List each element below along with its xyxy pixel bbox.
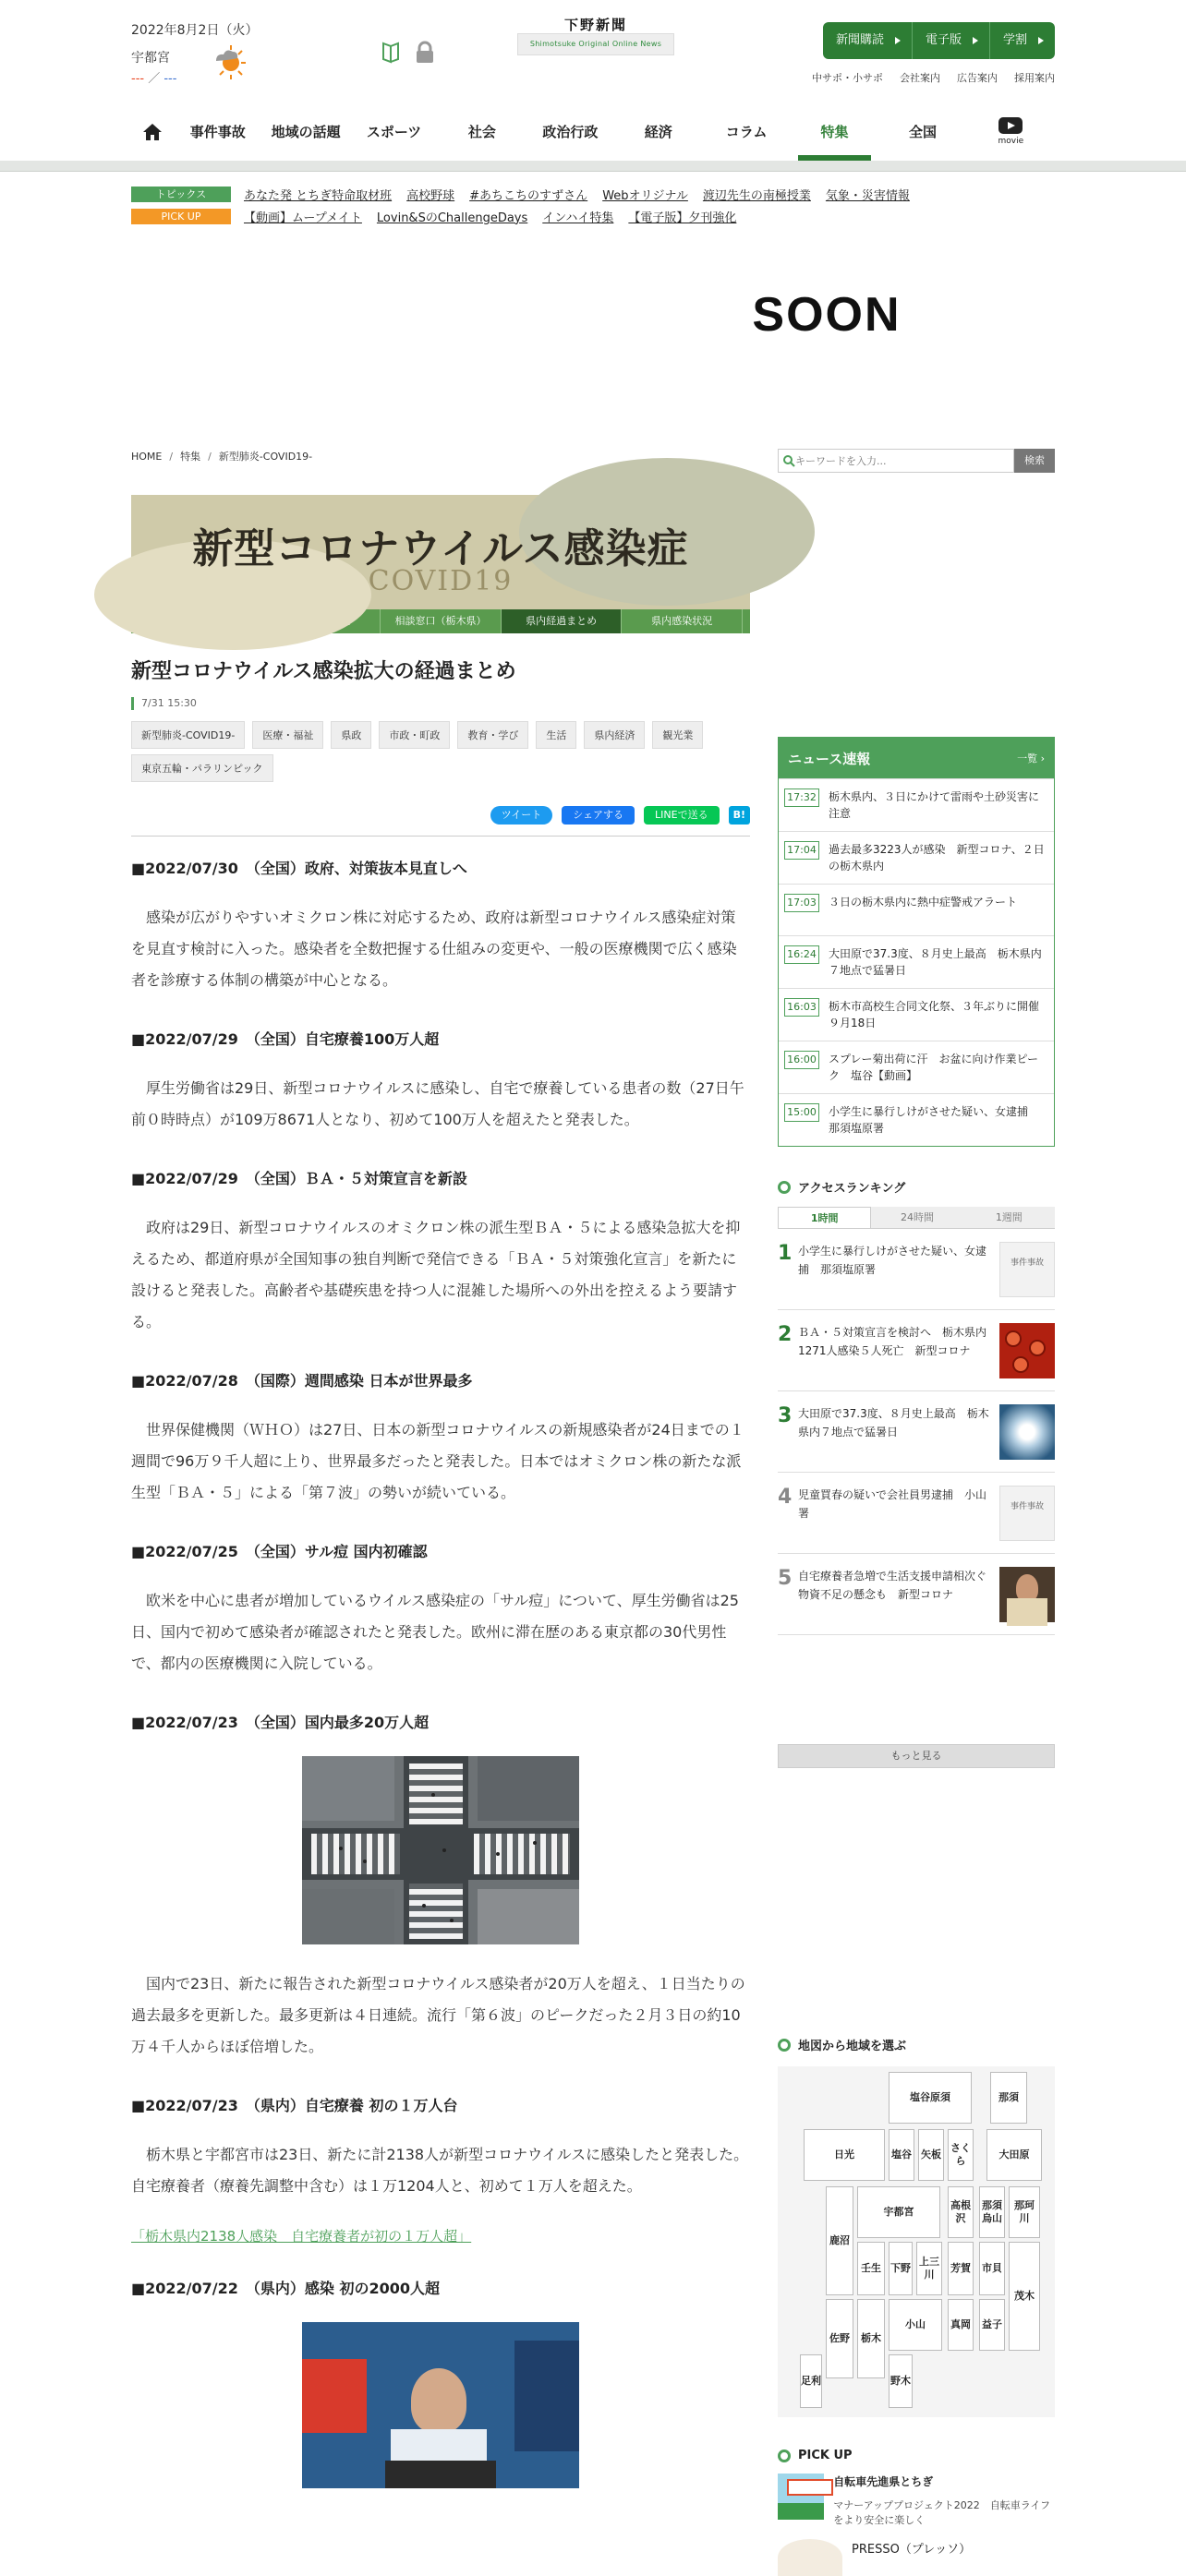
breadcrumb-separator: /	[169, 451, 174, 463]
crossing-photo	[302, 1756, 579, 1944]
ranking-thumbnail	[999, 1486, 1055, 1541]
pickup-text	[852, 2539, 971, 2576]
news-text: スプレー菊出荷に汗 お盆に向け作業ピーク 塩谷【動画】	[829, 1053, 1039, 1082]
circle-bullet-icon	[778, 2450, 791, 2462]
facebook-share-button[interactable]: シェアする	[562, 806, 635, 825]
section-heading: ■2022/07/23 （全国）国内最多20万人超	[131, 1714, 430, 1731]
pickup-item-title: PRESSO（プレッソ）	[852, 2543, 972, 2557]
section-heading: ■2022/07/28 （国際）週間感染 日本が世界最多	[131, 1372, 473, 1390]
section-heading: ■2022/07/30 （全国）政府、対策抜本見直しへ	[131, 860, 467, 877]
header-link-company[interactable]: 会社案内	[900, 72, 940, 84]
nav-movie-label: movie	[998, 137, 1024, 146]
ranking-thumbnail	[999, 1404, 1055, 1460]
ranking-heading	[778, 1178, 1055, 1196]
section-text: 栃木県と宇都宮市は23日、新たに計2138人が新型コロナウイルスに感染したと発表した。自宅療養者（療養先調整中含む）は１万1204人と、初めて１万人を超えた。	[131, 2146, 749, 2195]
access-ranking	[778, 1178, 1055, 1635]
tab-1-week[interactable]: 1週間	[963, 1207, 1055, 1228]
ranking-item[interactable]	[778, 1310, 1055, 1391]
digital-edition-icon[interactable]	[381, 41, 401, 65]
news-text: 大田原で37.3度、８月史上最高 栃木県内７地点で猛暑日	[829, 947, 1042, 977]
pickup-row	[131, 205, 1055, 227]
photo-pedestrian	[431, 1793, 435, 1797]
hatena-bookmark-button[interactable]: B!	[729, 806, 750, 825]
ranking-item[interactable]	[778, 1391, 1055, 1473]
section-text: 政府は29日、新型コロナウイルスのオミクロン株の派生型ＢＡ・５による感染急拡大を抑えるため、都道府県が全国知事の独自判断で発信できる「ＢＡ・５対策強化宣言」を新たに設けると発表した。高齢者や基礎疾患を持つ人に混雑した場所への外出を控えるよう要請する。	[131, 1219, 741, 1330]
photo-building	[478, 1756, 579, 1821]
photo-pedestrian	[442, 1848, 446, 1852]
section-heading: ■2022/07/22 （県内）感染 初の2000人超	[131, 2280, 440, 2297]
photo-sign	[514, 2341, 579, 2451]
news-item[interactable]	[779, 778, 1054, 831]
rank-text: 自宅療養者急増で生活支援申請相次ぐ 物資不足の懸念も 新型コロナ	[798, 1570, 998, 1601]
logo-newspaper-name: 下野新聞	[563, 17, 627, 33]
thumb-label: 事件事故	[1010, 1258, 1044, 1268]
pickup-link[interactable]: 【動画】ムープメイト	[244, 211, 362, 225]
section-text: 感染が広がりやすいオミクロン株に対応するため、政府は新型コロナウイルス感染症対策を見直す検討に入った。感染者を全数把握する仕組みの変更や、一般の医療機関で広く感染者を診療する体制の構築が中心となる。	[131, 909, 737, 989]
header-links	[812, 70, 1055, 85]
photo-sign	[302, 2359, 367, 2433]
circle-bullet-icon	[778, 2039, 791, 2052]
header-link-recruit[interactable]: 採用案内	[1014, 72, 1055, 84]
map-region-utsunomiya[interactable]: 宇都宮	[857, 2186, 940, 2238]
rank-number: 5	[778, 1567, 793, 1590]
ranking-thumbnail	[999, 1323, 1055, 1378]
news-more-label: 一覧	[1017, 752, 1038, 764]
nav-movie[interactable]	[967, 103, 1055, 161]
header-link-ads[interactable]: 広告案内	[957, 72, 998, 84]
photo-pedestrian	[339, 1847, 343, 1850]
related-article-link[interactable]: 「栃木県内2138人感染 自宅療養者が初の１万人超」	[131, 2228, 472, 2245]
thumb-sign	[787, 2479, 833, 2496]
nav-column[interactable]: コラム	[725, 124, 768, 140]
map-region-haga[interactable]: 芳賀	[948, 2242, 974, 2295]
home-icon	[142, 123, 163, 141]
map-region-motegi[interactable]: 茂木	[1009, 2242, 1040, 2351]
nav-local[interactable]: 地域の話題	[271, 124, 341, 140]
section-text: 欧米を中心に患者が増加しているウイルス感染症の「サル痘」について、厚生労働省は25日、国内で初めて感染者が確認されたと発表した。欧州に滞在歴のある東京都の30代男性で、都内の医療機関に入院している。	[131, 1592, 739, 1672]
tag[interactable]: 教育・学び	[457, 721, 528, 749]
banner-subtitle: COVID19	[368, 565, 514, 597]
news-text: 栃木市高校生合同文化祭、３年ぶりに開催 ９月18日	[829, 1000, 1051, 1029]
temp-separator: ／	[144, 72, 164, 86]
search-input[interactable]	[795, 455, 1008, 467]
ranking-thumbnail	[999, 1242, 1055, 1297]
tag[interactable]: 生活	[536, 721, 576, 749]
section-text: 厚生労働省は29日、新型コロナウイルスに感染し、自宅で療養している患者の数（27日午前０時時点）が109万8671人となり、初めて100万人を超えたと発表した。	[131, 1079, 744, 1128]
map-region-nasukarasuyama[interactable]: 那須烏山	[979, 2186, 1005, 2238]
news-list-link[interactable]: 一覧 ›	[1017, 752, 1045, 764]
rank-number: 4	[778, 1486, 793, 1509]
rank-text: 小学生に暴行しけがさせた疑い、女逮捕 那須塩原署	[798, 1245, 987, 1276]
tab-consultation[interactable]: 相談窓口（栃木県）	[380, 609, 501, 633]
map-region-takanezawa[interactable]: 高根沢	[948, 2186, 974, 2238]
lock-icon[interactable]	[414, 41, 436, 65]
thumb-label: 事件事故	[1010, 1502, 1044, 1511]
more-button[interactable]: もっと見る	[778, 1744, 1055, 1768]
map-region-kanuma[interactable]: 鹿沼	[826, 2186, 853, 2295]
breadcrumb-current[interactable]: 新型肺炎-COVID19-	[218, 451, 313, 463]
rank-text: 大田原で37.3度、８月史上最高 栃木県内７地点で猛暑日	[798, 1407, 989, 1438]
tab-24-hours[interactable]: 24時間	[871, 1207, 962, 1228]
photo-pedestrian	[422, 1904, 426, 1908]
pickup-item[interactable]	[778, 2474, 1055, 2528]
tab-1-hour[interactable]: 1時間	[778, 1207, 871, 1228]
map-region-ashikaga[interactable]: 足利	[800, 2354, 822, 2408]
virus-particle	[1012, 1356, 1029, 1373]
pickup-thumbnail	[778, 2474, 824, 2520]
news-time: 16:00	[784, 1051, 819, 1069]
tag[interactable]: 医療・福祉	[252, 721, 323, 749]
photo-pedestrian	[450, 1919, 454, 1922]
breadcrumb-features[interactable]: 特集	[180, 451, 201, 463]
topic-link[interactable]: 気象・災害情報	[825, 188, 910, 203]
map-region-shimotsuke[interactable]: 下野	[889, 2242, 913, 2295]
map-region-shioya[interactable]: 塩谷	[889, 2129, 914, 2181]
section-text: 国内で23日、新たに報告された新型コロナウイルス感染者が20万人を超え、１日当たりの過去最多を更新した。最多更新は４日連続。流行「第６波」のピークだった２月３日の約10万４千人からほぼ倍増した。	[131, 1975, 745, 2055]
sidebar-pickup	[778, 2449, 1055, 2576]
news-item[interactable]	[779, 831, 1054, 884]
pickup-link[interactable]: インハイ特集	[542, 211, 614, 225]
ranking-tabs	[778, 1207, 1055, 1229]
topics-bar	[131, 172, 1055, 227]
logo-soon: SOON	[752, 288, 902, 342]
line-share-button[interactable]: LINEで送る	[644, 806, 720, 825]
student-discount-button[interactable]: 学割	[990, 22, 1055, 59]
tab-status[interactable]: 県内感染状況	[621, 609, 743, 633]
global-nav	[131, 103, 1055, 161]
header-buttons	[823, 22, 1055, 59]
nav-economy[interactable]: 経済	[644, 124, 672, 140]
photo-crosswalk	[409, 1884, 463, 1939]
header-link-support[interactable]: 中サポ・小サポ	[812, 72, 883, 84]
rank-number: 1	[778, 1242, 793, 1265]
digital-edition-button[interactable]: 電子版	[913, 22, 990, 59]
pickup-text	[833, 2474, 1055, 2528]
pickup-item-desc: マナーアッププロジェクト2022 自転車ライフをより安全に楽しく	[833, 2499, 1051, 2526]
photo-pedestrian	[496, 1852, 500, 1856]
temp-high: ---	[131, 72, 145, 86]
sidebar	[778, 449, 1055, 2576]
tag[interactable]: 県政	[331, 721, 371, 749]
map-region-nakagawa[interactable]: 那珂川	[1009, 2186, 1040, 2238]
virus-particle	[1005, 1330, 1022, 1347]
rank-text: ＢＡ・５対策宣言を検討へ 栃木県内1271人感染５人死亡 新型コロナ	[798, 1326, 987, 1357]
news-time: 17:04	[784, 841, 819, 860]
pickup-item[interactable]	[778, 2539, 1055, 2576]
weather-city: 宇都宮	[131, 51, 170, 66]
news-time: 17:32	[784, 788, 819, 807]
topics-row	[131, 183, 1055, 205]
map-region-sakura[interactable]: さくら	[948, 2129, 974, 2181]
photo-pedestrian	[363, 1860, 367, 1863]
topics-badge: トピックス	[131, 187, 231, 202]
news-item[interactable]	[779, 935, 1054, 988]
map-region-mashiko[interactable]: 益子	[979, 2299, 1005, 2351]
article-tags	[131, 721, 750, 782]
pickup-thumbnail	[778, 2539, 842, 2576]
map-region-moka[interactable]: 真岡	[948, 2299, 974, 2351]
news-text: 過去最多3223人が感染 新型コロナ、２日の栃木県内	[829, 843, 1045, 873]
virus-particle	[1029, 1340, 1046, 1356]
map-region-tochigi[interactable]: 栃木	[857, 2299, 885, 2378]
photo-crosswalk	[474, 1834, 570, 1874]
map-region-shioya-nasu[interactable]: 塩谷原須	[889, 2072, 972, 2124]
tag[interactable]: 県内経済	[584, 721, 645, 749]
cloudy-sun-icon	[212, 42, 246, 81]
tag[interactable]: 市政・町政	[379, 721, 450, 749]
main-column	[131, 449, 750, 2488]
news-text: ３日の栃木県内に熱中症警戒アラート	[829, 896, 1018, 909]
breadcrumb-separator: /	[208, 451, 212, 463]
nav-divider	[0, 161, 1186, 172]
news-header	[779, 738, 1054, 778]
map-region-nasu[interactable]: 那須	[990, 2072, 1027, 2124]
news-text: 栃木県内、３日にかけて雷雨や土砂災害に注意	[829, 790, 1040, 820]
pickup-item-title: 自転車先進県とちぎ	[833, 2475, 934, 2488]
breaking-news	[778, 737, 1055, 1147]
pickup-title: PICK UP	[798, 2449, 853, 2462]
news-item[interactable]	[779, 1093, 1054, 1146]
nav-home[interactable]	[131, 103, 174, 161]
pickup-link[interactable]: 【電子版】夕刊強化	[628, 211, 737, 225]
article-body	[131, 857, 750, 2488]
news-time: 16:24	[784, 945, 819, 964]
rank-number: 3	[778, 1404, 793, 1427]
news-item[interactable]	[779, 988, 1054, 1041]
topic-link[interactable]: Webオリジナル	[602, 188, 688, 203]
news-time: 15:00	[784, 1103, 819, 1122]
photo-building	[478, 1889, 579, 1944]
nav-sports[interactable]: スポーツ	[366, 124, 422, 140]
subscribe-button[interactable]: 新聞購読	[823, 22, 913, 59]
ranking-title: アクセスランキング	[798, 1182, 906, 1196]
map-region-sano[interactable]: 佐野	[826, 2299, 853, 2378]
pickup-badge: PICK UP	[131, 209, 231, 224]
news-item[interactable]	[779, 884, 1054, 935]
tab-timeline[interactable]: 県内経過まとめ	[501, 609, 622, 633]
section-heading: ■2022/07/25 （全国）サル痘 国内初確認	[131, 1543, 428, 1560]
map-title: 地図から地域を選ぶ	[798, 2040, 907, 2053]
nav-features[interactable]: 特集	[791, 103, 878, 161]
photo-crosswalk	[409, 1763, 463, 1824]
topic-link[interactable]: あなた発 とちぎ特命取材班	[244, 188, 393, 203]
section-text: 世界保健機関（ＷＨＯ）は27日、日本の新型コロナウイルスの新規感染者が24日までの１週間で96万９千人超に上り、世界最多だったと発表した。日本ではオミクロン株の新たな派生型「ＢＡ・５」による「第７波」の勢いが続いている。	[131, 1421, 744, 1501]
search-icon	[782, 454, 795, 467]
ranking-item[interactable]	[778, 1473, 1055, 1554]
ranking-thumbnail	[999, 1567, 1055, 1622]
nav-national[interactable]: 全国	[908, 124, 937, 140]
thumb-ground	[778, 2503, 824, 2520]
header-date: 2022年8月2日（火）	[131, 23, 259, 38]
section-heading: ■2022/07/29 （全国）自宅療養100万人超	[131, 1030, 440, 1048]
article-date: 7/31 15:30	[131, 697, 750, 710]
photo-pedestrian	[533, 1841, 537, 1845]
region-map	[778, 2036, 1055, 2417]
covid-banner[interactable]	[131, 495, 750, 609]
map-region-kaminokawa[interactable]: 上三川	[916, 2242, 942, 2295]
share-buttons	[131, 806, 750, 825]
weather-temp	[131, 68, 176, 86]
pickup-heading	[778, 2449, 1055, 2462]
photo-building	[302, 1889, 394, 1944]
banner-title: 新型コロナウイルス感染症	[192, 525, 689, 572]
tag[interactable]: 観光業	[652, 721, 703, 749]
section-heading: ■2022/07/23 （県内）自宅療養 初の１万人台	[131, 2097, 458, 2114]
map-region-nikko[interactable]: 日光	[804, 2129, 885, 2181]
section-heading: ■2022/07/29 （全国）ＢＡ・５対策宣言を新設	[131, 1170, 467, 1187]
ranking-item[interactable]	[778, 1229, 1055, 1310]
map-region-ichikai[interactable]: 市貝	[979, 2242, 1005, 2295]
map-region-yaita[interactable]: 矢板	[918, 2129, 944, 2181]
article-title: 新型コロナウイルス感染拡大の経過まとめ	[131, 660, 516, 683]
site-search	[778, 449, 1055, 473]
photo-building	[302, 1756, 394, 1821]
youtube-icon	[998, 117, 1023, 134]
tweet-button[interactable]: ツイート	[490, 806, 552, 825]
logo-tagline: Shimotsuke Original Online News	[517, 33, 674, 55]
circle-bullet-icon	[778, 1181, 791, 1194]
rank-number: 2	[778, 1323, 793, 1346]
tag[interactable]: 新型肺炎-COVID19-	[131, 721, 245, 749]
topic-link[interactable]: 高校野球	[406, 188, 455, 203]
news-title: ニュース速報	[788, 750, 871, 767]
topic-link[interactable]: #あちこちのすずさん	[469, 188, 588, 203]
news-time: 17:03	[784, 894, 819, 912]
news-text: 小学生に暴行しけがさせた疑い、女逮捕 那須塩原署	[829, 1105, 1040, 1135]
temp-low: ---	[163, 72, 177, 86]
nav-incidents[interactable]: 事件事故	[189, 124, 246, 140]
map-region-oyama[interactable]: 小山	[889, 2299, 942, 2351]
photo-box	[1007, 1598, 1047, 1626]
pickup-link[interactable]: Lovin&SのChallengeDays	[376, 211, 528, 225]
search-field	[778, 449, 1014, 473]
ranking-item[interactable]	[778, 1554, 1055, 1635]
article-divider	[131, 836, 750, 837]
press-conference-photo	[302, 2322, 579, 2488]
nav-society[interactable]: 社会	[467, 124, 496, 140]
photo-crosswalk	[311, 1834, 400, 1874]
map-heading	[778, 2036, 1055, 2053]
photo-podium	[385, 2461, 496, 2488]
rank-text: 児童買春の疑いで会社員男逮捕 小山署	[798, 1488, 987, 1520]
map-grid	[778, 2066, 1055, 2417]
nav-politics[interactable]: 政治行政	[542, 124, 599, 140]
map-region-nogi[interactable]: 野木	[889, 2354, 913, 2408]
tag[interactable]: 東京五輪・パラリンピック	[131, 754, 273, 782]
photo-person	[411, 2368, 466, 2433]
search-button[interactable]: 検索	[1014, 449, 1055, 473]
map-region-otawara[interactable]: 大田原	[986, 2129, 1042, 2181]
map-region-mibu[interactable]: 壬生	[857, 2242, 885, 2295]
topic-link[interactable]: 渡辺先生の南極授業	[702, 188, 811, 203]
breadcrumb-home[interactable]: HOME	[131, 451, 163, 463]
news-item[interactable]	[779, 1041, 1054, 1093]
news-time: 16:03	[784, 998, 819, 1017]
